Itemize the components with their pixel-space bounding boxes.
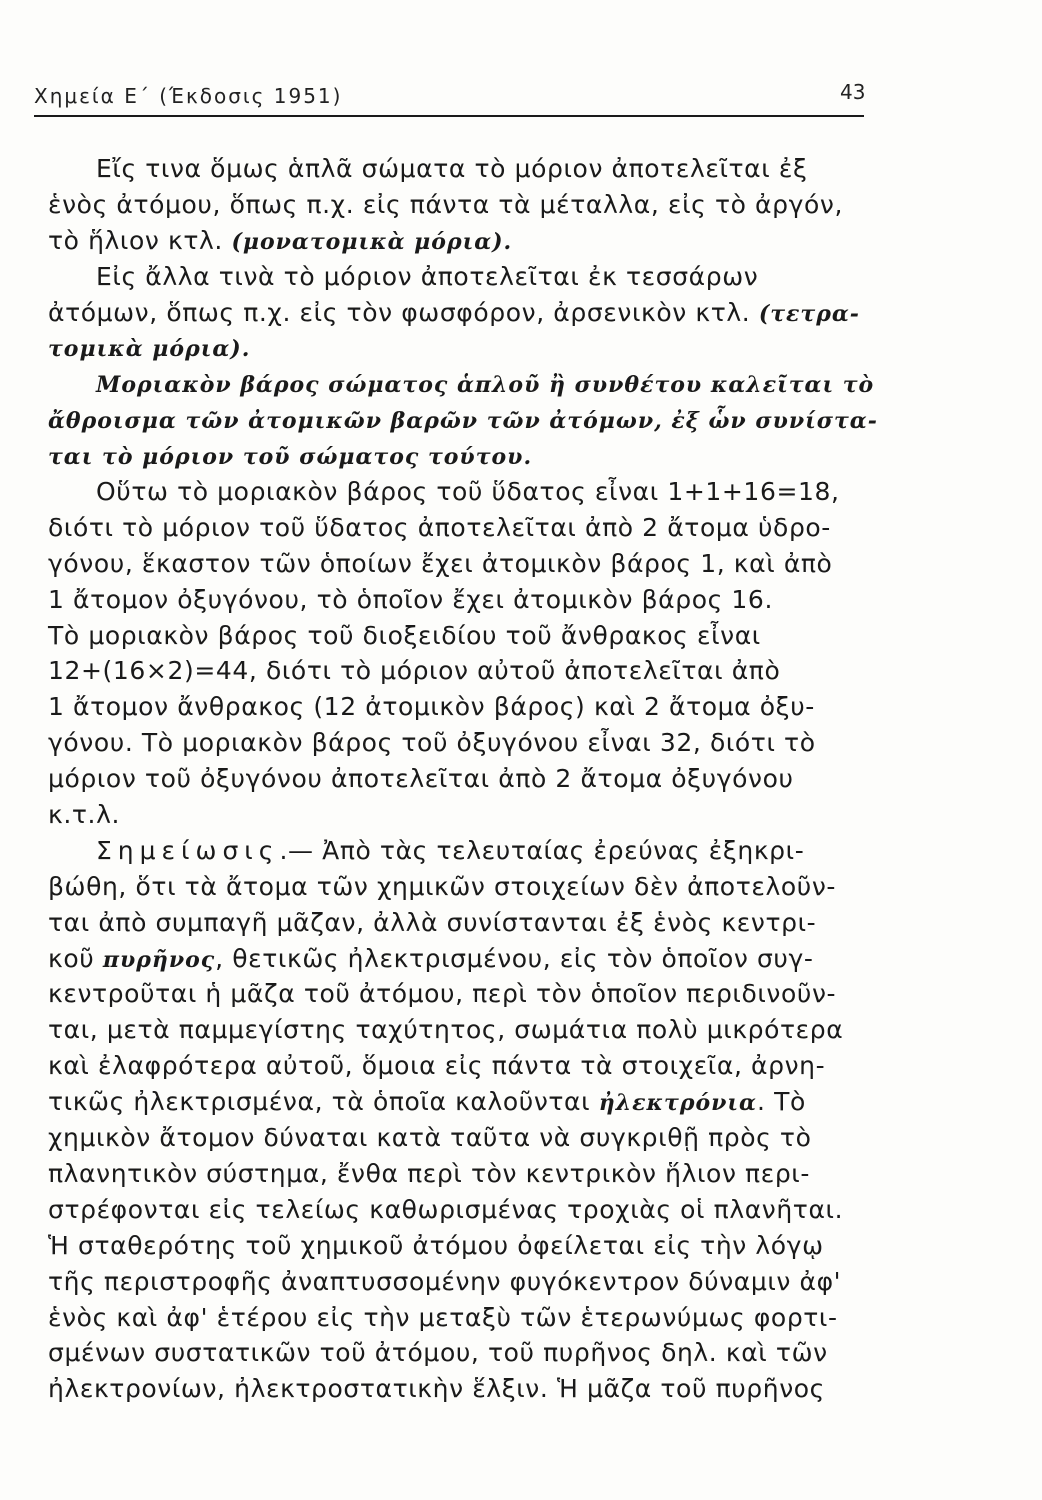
text-line: ἠλεκτρονίων, ἠλεκτροστατικὴν ἕλξιν. Ἡ μᾶζα τοῦ πυρῆνος [48, 1374, 825, 1404]
term-tetratomic: (τετρα- [758, 300, 860, 327]
note-line: Σημείωσις.— Ἀπὸ τὰς τελευταίας ἐρεύνας ἐξηκρι- [96, 835, 805, 865]
definition-line: ται τὸ μόριον τοῦ σώματος τούτου. [48, 444, 533, 471]
text-line: διότι τὸ μόριον τοῦ ὕδατος ἀποτελεῖται ἀπὸ 2 ἄτομα ὑδρο- [48, 512, 831, 542]
text-line: κοῦ πυρῆνος, θετικῶς ἠλεκτρισμένου, εἰς τὸν ὁποῖον συγ- [48, 943, 814, 973]
text-line: κ.τ.λ. [48, 800, 121, 830]
header-rule [34, 115, 864, 117]
running-head-title: Χημεία Ε΄ (Έκδοσις 1951) [34, 84, 343, 108]
text-line: ται ἀπὸ συμπαγῆ μᾶζαν, ἀλλὰ συνίστανται ἐξ ἑνὸς κεντρι- [48, 907, 817, 937]
term-nucleus: πυρῆνος [102, 946, 216, 973]
definition-line: ἄθροισμα τῶν ἀτομικῶν βαρῶν τῶν ἀτόμων, ἐξ ὧν συνίστα- [48, 408, 878, 435]
text-line: Τὸ μοριακὸν βάρος τοῦ διοξειδίου τοῦ ἄνθρακος εἶναι [48, 620, 761, 650]
text-line: Εἰς ἄλλα τινὰ τὸ μόριον ἀποτελεῖται ἐκ τεσσάρων [96, 261, 759, 291]
term-monatomic: (μονατομικὰ μόρια). [231, 228, 513, 255]
text-line: μόριον τοῦ ὀξυγόνου ἀποτελεῖται ἀπὸ 2 ἄτομα ὀξυγόνου [48, 764, 794, 794]
page-number: 43 [840, 80, 866, 104]
text-line: χημικὸν ἄτομον δύναται κατὰ ταῦτα νὰ συγκριθῇ πρὸς τὸ [48, 1123, 812, 1153]
text-line: βώθη, ὅτι τὰ ἄτομα τῶν χημικῶν στοιχείων δὲν ἀποτελοῦν- [48, 871, 837, 901]
text-line: καὶ ἐλαφρότερα αὐτοῦ, ὅμοια εἰς πάντα τὰ στοιχεῖα, ἀρνη- [48, 1051, 826, 1081]
text-line: ἑνὸς ἀτόμου, ὅπως π.χ. εἰς πάντα τὰ μέταλλα, εἰς τὸ ἀργόν, [48, 189, 844, 219]
text-line: γόνου, ἕκαστον τῶν ὁποίων ἔχει ἀτομικὸν βάρος 1, καὶ ἀπὸ [48, 548, 833, 578]
text-line: Οὕτω τὸ μοριακὸν βάρος τοῦ ὕδατος εἶναι 1+1+16=18, [96, 477, 840, 507]
text-line: τομικὰ μόρια). [48, 336, 251, 363]
text-line: ται, μετὰ παμμεγίστης ταχύτητος, σωμάτια πολὺ μικρότερα [48, 1015, 844, 1045]
text-line: κεντροῦται ἡ μᾶζα τοῦ ἀτόμου, περὶ τὸν ὁποῖον περιδινοῦν- [48, 979, 837, 1009]
text-line: τῆς περιστροφῆς ἀναπτυσσομένην φυγόκεντρον δύναμιν ἀφ' [48, 1266, 842, 1296]
note-heading: Σημείωσις [96, 835, 280, 865]
text-line: Ἡ σταθερότης τοῦ χημικοῦ ἀτόμου ὀφείλεται εἰς τὴν λόγῳ [48, 1230, 824, 1260]
text-line: 1 ἄτομον ὀξυγόνου, τὸ ὁποῖον ἔχει ἀτομικὸν βάρος 16. [48, 584, 773, 614]
text-line: Εἴς τινα ὅμως ἁπλᾶ σώματα τὸ μόριον ἀποτελεῖται ἐξ [96, 154, 808, 183]
text-line: πλανητικὸν σύστημα, ἔνθα περὶ τὸν κεντρικὸν ἥλιον περι- [48, 1158, 810, 1188]
text-line: στρέφονται εἰς τελείως καθωρισμένας τροχιὰς οἱ πλανῆται. [48, 1194, 844, 1224]
text-line: ἑνὸς καὶ ἀφ' ἑτέρου εἰς τὴν μεταξὺ τῶν ἑτερωνύμως φορτι- [48, 1302, 838, 1332]
text-line: ἀτόμων, ὅπως π.χ. εἰς τὸν φωσφόρον, ἀρσενικὸν κτλ. (τετρα- [48, 297, 860, 327]
definition-line: Μοριακὸν βάρος σώματος ἁπλοῦ ἢ συνθέτου καλεῖται τὸ [96, 372, 875, 399]
body-text [48, 151, 878, 1407]
text-line: σμένων συστατικῶν τοῦ ἀτόμου, τοῦ πυρῆνος δηλ. καὶ τῶν [48, 1338, 828, 1368]
text-line: γόνου. Τὸ μοριακὸν βάρος τοῦ ὀξυγόνου εἶναι 32, διότι τὸ [48, 728, 816, 758]
text-line: τικῶς ἠλεκτρισμένα, τὰ ὁποῖα καλοῦνται ἠλεκτρόνια. Τὸ [48, 1087, 806, 1117]
term-electrons: ἠλεκτρόνια [598, 1090, 757, 1117]
text-line: 1 ἄτομον ἄνθρακος (12 ἀτομικὸν βάρος) καὶ 2 ἄτομα ὀξυ- [48, 692, 815, 722]
text-line: τὸ ἥλιον κτλ. (μονατομικὰ μόρια). [48, 225, 513, 255]
text-line: 12+(16×2)=44, διότι τὸ μόριον αὐτοῦ ἀποτελεῖται ἀπὸ [48, 656, 781, 686]
